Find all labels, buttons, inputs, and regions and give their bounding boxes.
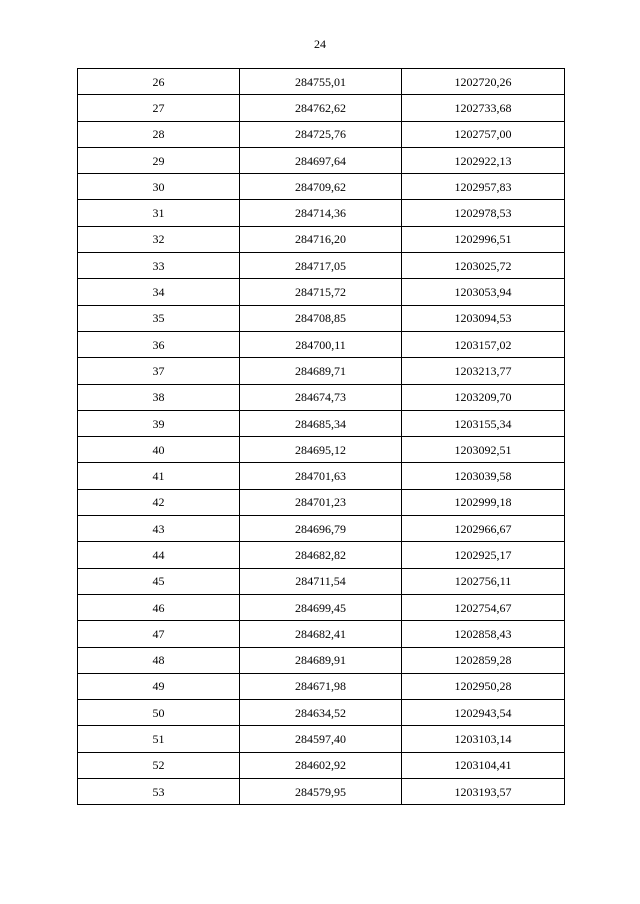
table-row	[78, 279, 565, 305]
point-number-cell: 44	[78, 542, 240, 568]
point-number-cell: 28	[78, 121, 240, 147]
table-row	[78, 305, 565, 331]
x-coordinate-cell: 284715,72	[240, 279, 402, 305]
table-row	[78, 410, 565, 436]
y-coordinate-cell: 1202757,00	[402, 121, 565, 147]
coordinates-table	[77, 68, 565, 805]
table-row	[78, 147, 565, 173]
point-number-cell: 42	[78, 489, 240, 515]
table-row	[78, 200, 565, 226]
x-coordinate-cell: 284696,79	[240, 516, 402, 542]
point-number-cell: 45	[78, 568, 240, 594]
x-coordinate-cell: 284685,34	[240, 410, 402, 436]
point-number-cell: 39	[78, 410, 240, 436]
table-row	[78, 358, 565, 384]
x-coordinate-cell: 284716,20	[240, 226, 402, 252]
point-number-cell: 31	[78, 200, 240, 226]
x-coordinate-cell: 284695,12	[240, 437, 402, 463]
x-coordinate-cell: 284701,23	[240, 489, 402, 515]
point-number-cell: 53	[78, 779, 240, 805]
y-coordinate-cell: 1203104,41	[402, 752, 565, 778]
y-coordinate-cell: 1202754,67	[402, 594, 565, 620]
y-coordinate-cell: 1202720,26	[402, 69, 565, 95]
y-coordinate-cell: 1202999,18	[402, 489, 565, 515]
x-coordinate-cell: 284634,52	[240, 700, 402, 726]
y-coordinate-cell: 1202978,53	[402, 200, 565, 226]
x-coordinate-cell: 284701,63	[240, 463, 402, 489]
x-coordinate-cell: 284689,71	[240, 358, 402, 384]
y-coordinate-cell: 1203155,34	[402, 410, 565, 436]
table-row	[78, 673, 565, 699]
point-number-cell: 50	[78, 700, 240, 726]
y-coordinate-cell: 1202858,43	[402, 621, 565, 647]
y-coordinate-cell: 1202733,68	[402, 95, 565, 121]
y-coordinate-cell: 1202966,67	[402, 516, 565, 542]
x-coordinate-cell: 284711,54	[240, 568, 402, 594]
x-coordinate-cell: 284579,95	[240, 779, 402, 805]
y-coordinate-cell: 1203025,72	[402, 253, 565, 279]
y-coordinate-cell: 1202925,17	[402, 542, 565, 568]
x-coordinate-cell: 284717,05	[240, 253, 402, 279]
y-coordinate-cell: 1203053,94	[402, 279, 565, 305]
y-coordinate-cell: 1203039,58	[402, 463, 565, 489]
point-number-cell: 32	[78, 226, 240, 252]
table-row	[78, 463, 565, 489]
point-number-cell: 52	[78, 752, 240, 778]
y-coordinate-cell: 1203103,14	[402, 726, 565, 752]
x-coordinate-cell: 284597,40	[240, 726, 402, 752]
point-number-cell: 36	[78, 331, 240, 357]
table-row	[78, 568, 565, 594]
y-coordinate-cell: 1203157,02	[402, 331, 565, 357]
table-row	[78, 621, 565, 647]
table-row	[78, 69, 565, 95]
y-coordinate-cell: 1203094,53	[402, 305, 565, 331]
x-coordinate-cell: 284697,64	[240, 147, 402, 173]
table-row	[78, 95, 565, 121]
point-number-cell: 48	[78, 647, 240, 673]
point-number-cell: 47	[78, 621, 240, 647]
x-coordinate-cell: 284689,91	[240, 647, 402, 673]
point-number-cell: 29	[78, 147, 240, 173]
point-number-cell: 49	[78, 673, 240, 699]
x-coordinate-cell: 284671,98	[240, 673, 402, 699]
table-row	[78, 384, 565, 410]
x-coordinate-cell: 284700,11	[240, 331, 402, 357]
table-row	[78, 489, 565, 515]
table-row	[78, 226, 565, 252]
y-coordinate-cell: 1203213,77	[402, 358, 565, 384]
point-number-cell: 41	[78, 463, 240, 489]
y-coordinate-cell: 1202957,83	[402, 174, 565, 200]
table-row	[78, 516, 565, 542]
y-coordinate-cell: 1203092,51	[402, 437, 565, 463]
y-coordinate-cell: 1202922,13	[402, 147, 565, 173]
table-row	[78, 331, 565, 357]
y-coordinate-cell: 1202756,11	[402, 568, 565, 594]
y-coordinate-cell: 1202996,51	[402, 226, 565, 252]
x-coordinate-cell: 284602,92	[240, 752, 402, 778]
point-number-cell: 30	[78, 174, 240, 200]
table-row	[78, 752, 565, 778]
point-number-cell: 51	[78, 726, 240, 752]
point-number-cell: 35	[78, 305, 240, 331]
y-coordinate-cell: 1202950,28	[402, 673, 565, 699]
x-coordinate-cell: 284725,76	[240, 121, 402, 147]
y-coordinate-cell: 1203193,57	[402, 779, 565, 805]
table-row	[78, 121, 565, 147]
x-coordinate-cell: 284699,45	[240, 594, 402, 620]
x-coordinate-cell: 284682,82	[240, 542, 402, 568]
coordinates-table-body	[78, 69, 565, 805]
x-coordinate-cell: 284762,62	[240, 95, 402, 121]
x-coordinate-cell: 284755,01	[240, 69, 402, 95]
point-number-cell: 38	[78, 384, 240, 410]
table-row	[78, 779, 565, 805]
point-number-cell: 33	[78, 253, 240, 279]
point-number-cell: 26	[78, 69, 240, 95]
point-number-cell: 34	[78, 279, 240, 305]
point-number-cell: 40	[78, 437, 240, 463]
table-row	[78, 726, 565, 752]
x-coordinate-cell: 284709,62	[240, 174, 402, 200]
point-number-cell: 46	[78, 594, 240, 620]
point-number-cell: 37	[78, 358, 240, 384]
y-coordinate-cell: 1203209,70	[402, 384, 565, 410]
x-coordinate-cell: 284674,73	[240, 384, 402, 410]
y-coordinate-cell: 1202943,54	[402, 700, 565, 726]
page-number: 24	[314, 37, 326, 51]
table-row	[78, 647, 565, 673]
table-row	[78, 253, 565, 279]
table-row	[78, 174, 565, 200]
x-coordinate-cell: 284714,36	[240, 200, 402, 226]
point-number-cell: 27	[78, 95, 240, 121]
table-row	[78, 700, 565, 726]
x-coordinate-cell: 284682,41	[240, 621, 402, 647]
y-coordinate-cell: 1202859,28	[402, 647, 565, 673]
table-row	[78, 437, 565, 463]
table-row	[78, 542, 565, 568]
point-number-cell: 43	[78, 516, 240, 542]
table-row	[78, 594, 565, 620]
x-coordinate-cell: 284708,85	[240, 305, 402, 331]
